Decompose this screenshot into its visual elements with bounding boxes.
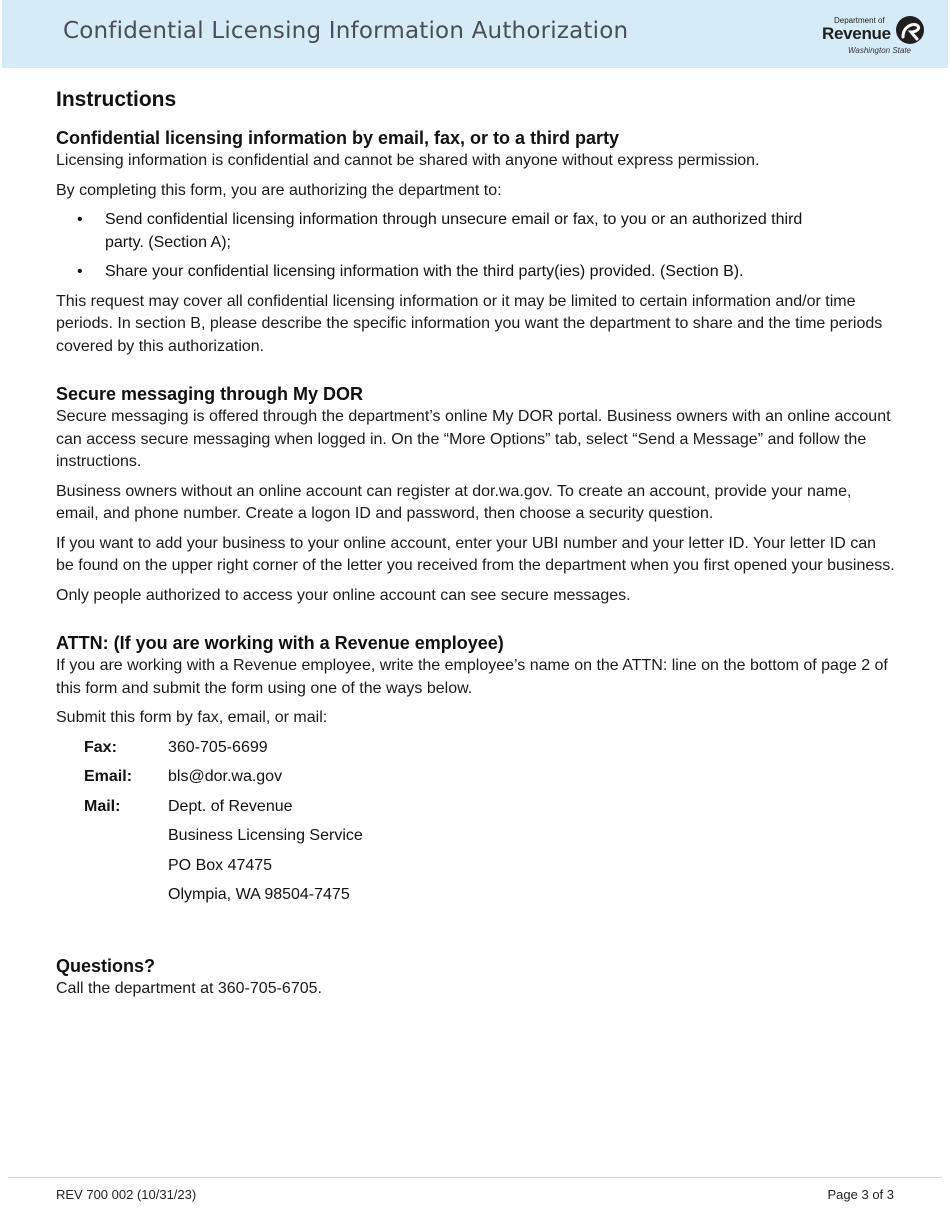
- mail-line: Olympia, WA 98504-7475: [168, 886, 350, 903]
- dor-logo: [822, 14, 932, 58]
- logo-main-text: Revenue: [822, 24, 891, 43]
- submit-methods-table: [84, 737, 363, 914]
- fax-label: Fax:: [84, 738, 117, 756]
- list-item: • Send confidential licensing information through unsecure email or fax, to you or an authorized third party. (Section A);: [105, 209, 896, 254]
- dor-emblem-icon: [894, 14, 926, 46]
- table-row: [84, 884, 363, 914]
- paragraph: Business owners without an online account can register at dor.wa.gov. To create an account, provide your name, email, and phone number. Create a logon ID and password, then choose a security question.: [56, 482, 852, 522]
- paragraph: This request may cover all confidential licensing information or it may be limited to certain information and/or time periods. In section B, please describe the specific information you want the department to share and the time periods covered by this authorization.: [56, 292, 883, 355]
- authorization-list: [56, 209, 896, 284]
- paragraph: Secure messaging is offered through the department’s online My DOR portal. Business owners with an online account can access secure messaging when logged in. On the “More Options” tab, select “Send a Message” and follow the instructions.: [56, 408, 891, 470]
- table-row: [84, 825, 363, 855]
- instructions-heading: Instructions: [56, 88, 177, 111]
- mail-label: Mail:: [84, 797, 121, 815]
- paragraph: Call the department at 360-705-6705.: [56, 979, 322, 997]
- paragraph: Submit this form by fax, email, or mail:: [56, 709, 328, 726]
- paragraph: If you are working with a Revenue employee, write the employee’s name on the ATTN: line on the bottom of page 2 of this form and submit the form using one of the ways below.: [56, 657, 888, 697]
- paragraph: If you want to add your business to your online account, enter your UBI number and your letter ID. Your letter ID can be found on the upper right corner of the letter you received from the department when you first opened your business.: [56, 534, 895, 574]
- logo-sub-text: Washington State: [848, 46, 912, 55]
- paragraph: Licensing information is confidential and cannot be shared with anyone without express permission.: [56, 152, 760, 169]
- footer-divider: [8, 1177, 942, 1178]
- email-address: bls@dor.wa.gov: [168, 768, 283, 785]
- section-questions-title: Questions?: [56, 955, 156, 976]
- mail-line: Business Licensing Service: [168, 827, 363, 844]
- section-secure-messaging-title: Secure messaging through My DOR: [56, 384, 364, 404]
- logo-top-text: Department of: [834, 16, 885, 25]
- table-row: [84, 737, 363, 767]
- form-title: Confidential Licensing Information Authorization: [63, 18, 629, 44]
- table-row: [84, 796, 363, 826]
- table-row: [84, 855, 363, 885]
- email-label: Email:: [84, 768, 133, 785]
- form-id: REV 700 002 (10/31/23): [56, 1187, 197, 1202]
- paragraph: Only people authorized to access your online account can see secure messages.: [56, 586, 631, 604]
- mail-line: PO Box 47475: [168, 856, 273, 874]
- page-header: [2, 0, 948, 68]
- paragraph: By completing this form, you are authorizing the department to:: [56, 181, 502, 199]
- page-number: Page 3 of 3: [827, 1187, 894, 1202]
- list-item: • Share your confidential licensing information with the third party(ies) provided. (Section B).: [105, 261, 896, 284]
- fax-number: 360-705-6699: [168, 738, 268, 756]
- document-body: [56, 88, 896, 1007]
- section-confidential-title: Confidential licensing information by email, fax, or to a third party: [56, 128, 620, 148]
- section-attn-title: ATTN: (If you are working with a Revenue employee): [56, 633, 504, 653]
- table-row: [84, 766, 363, 796]
- mail-line: Dept. of Revenue: [168, 797, 293, 815]
